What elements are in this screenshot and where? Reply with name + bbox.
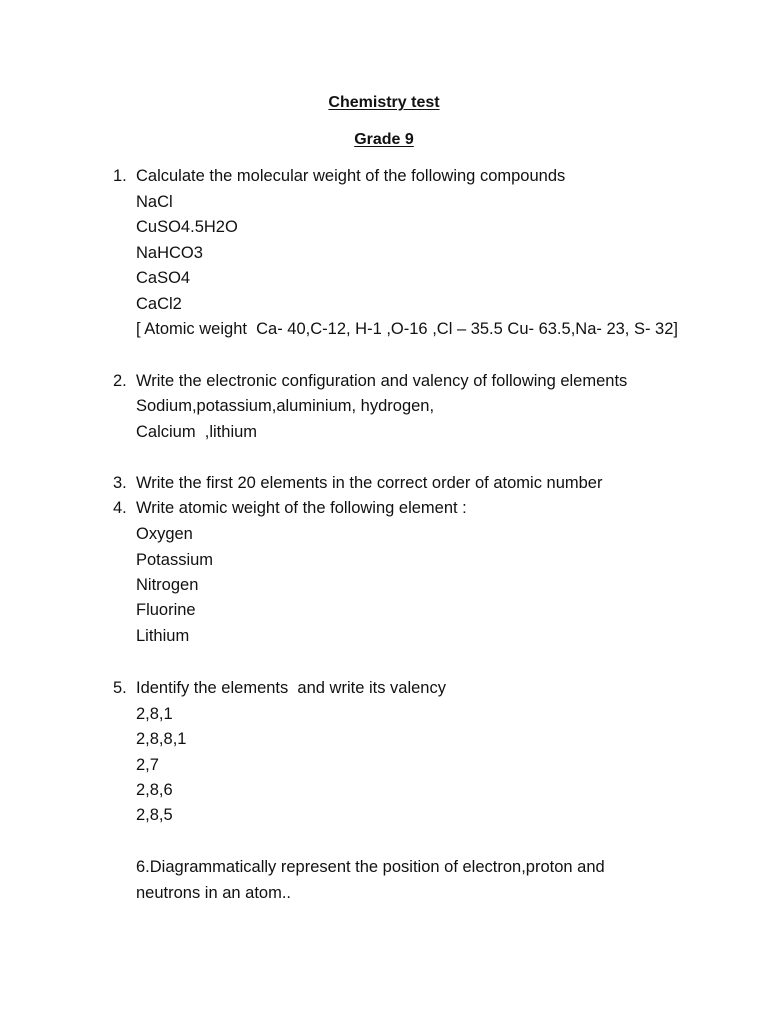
question-prompt: Write atomic weight of the following element : xyxy=(136,499,467,517)
list-item: NaHCO3 xyxy=(136,244,203,262)
list-item: Potassium xyxy=(136,551,214,569)
list-item: Calcium ,lithium xyxy=(136,423,258,441)
question-number: 3. xyxy=(113,474,127,492)
question-number: 4. xyxy=(113,499,127,517)
list-item: Nitrogen xyxy=(136,576,199,594)
page-title: Chemistry test xyxy=(328,94,440,111)
question-number: 1. xyxy=(113,167,127,185)
list-item: CuSO4.5H2O xyxy=(136,218,238,236)
question-number: 2. xyxy=(113,372,127,390)
list-item: CaCl2 xyxy=(136,295,182,313)
question-prompt: 6.Diagrammatically represent the position of electron,proton and xyxy=(136,858,605,876)
list-item: CaSO4 xyxy=(136,269,191,287)
list-item: Fluorine xyxy=(136,601,196,619)
question-prompt: Calculate the molecular weight of the following compounds xyxy=(136,167,566,185)
list-item: Oxygen xyxy=(136,525,193,543)
question-prompt: Write the electronic configuration and valency of following elements xyxy=(136,372,628,390)
list-item: 2,8,8,1 xyxy=(136,730,187,748)
list-item: 2,8,6 xyxy=(136,781,173,799)
page-subtitle: Grade 9 xyxy=(354,131,414,148)
atomic-weight-note: [ Atomic weight Ca- 40,C-12, H-1 ,O-16 ,Cl – 35.5 Cu- 63.5,Na- 23, S- 32] xyxy=(136,320,678,338)
list-item: 2,7 xyxy=(136,756,159,774)
list-item: NaCl xyxy=(136,193,173,211)
question-prompt: Write the first 20 elements in the correct order of atomic number xyxy=(136,474,603,492)
question-prompt-continued: neutrons in an atom.. xyxy=(136,884,292,902)
list-item: 2,8,1 xyxy=(136,705,173,723)
question-prompt: Identify the elements and write its valency xyxy=(136,679,446,697)
list-item: 2,8,5 xyxy=(136,806,173,824)
list-item: Sodium,potassium,aluminium, hydrogen, xyxy=(136,397,435,415)
list-item: Lithium xyxy=(136,627,190,645)
question-number: 5. xyxy=(113,679,127,697)
